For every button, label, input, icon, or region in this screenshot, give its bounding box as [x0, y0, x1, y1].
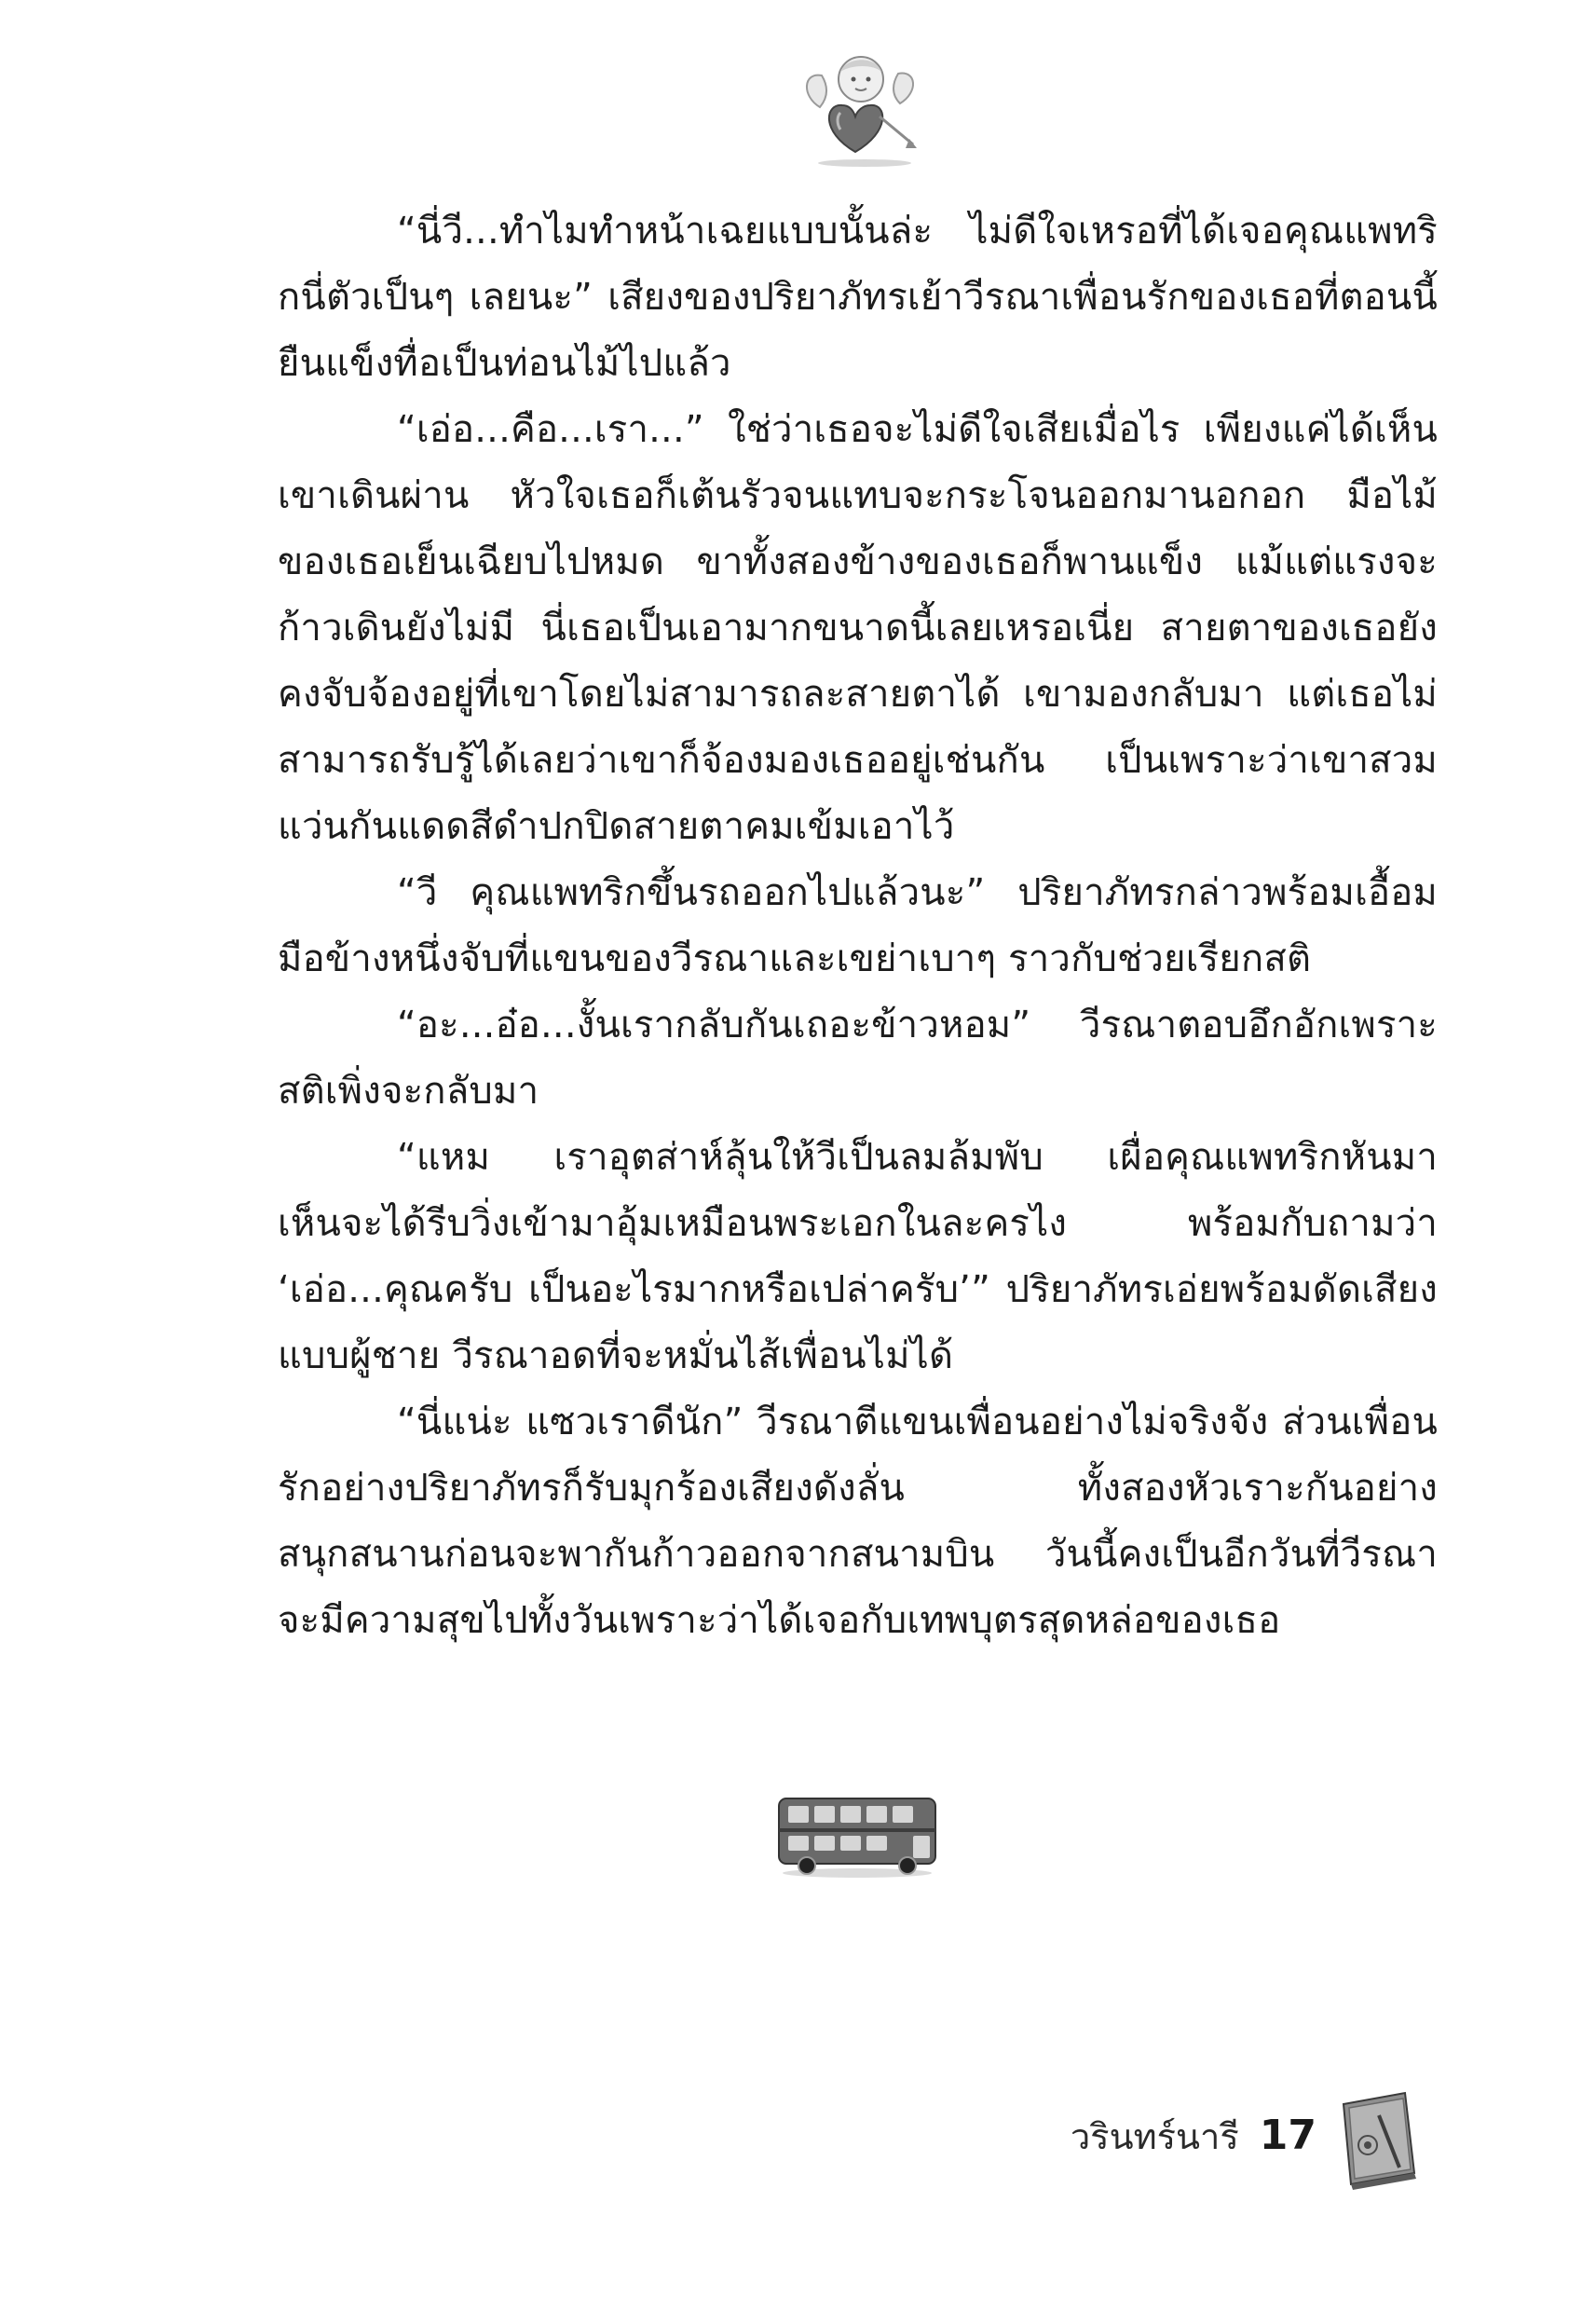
page-footer [1071, 2108, 1316, 2165]
paragraph: “เอ่อ...คือ...เรา...” ใช่ว่าเธอจะไม่ดีใจเสียเมื่อไร เพียงแค่ได้เห็นเขาเดินผ่าน หัวใจเธอก็เต้นรัวจนแทบจะกระโจนออกมานอกอก มือไม้ของเธอเย็นเฉียบไปหมด ขาทั้งสองข้างของเธอก็พานแข็ง แม้แต่แรงจะก้าวเดินยังไม่มี นี่เธอเป็นเอามากขนาดนี้เลยเหรอเนี่ย สายตาของเธอยังคงจับจ้องอยู่ที่เขาโดยไม่สามารถละสายตาได้ เขามองกลับมา แต่เธอไม่สามารถรับรู้ได้เลยว่าเขาก็จ้องมองเธออยู่เช่นกัน เป็นเพราะว่าเขาสวมแว่นกันแดดสีดำปกปิดสายตาคมเข้มเอาไว้ [278, 408, 1438, 848]
paragraph: “แหม เราอุตส่าห์ลุ้นให้วีเป็นลมล้มพับ เผื่อคุณแพทริกหันมาเห็นจะได้รีบวิ่งเข้ามาอุ้มเหมือนพระเอกในละครไง พร้อมกับถามว่า ‘เอ่อ...คุณครับ เป็นอะไรมากหรือเปล่าครับ’” ปริยาภัทรเอ่ยพร้อมดัดเสียงแบบผู้ชาย วีรณาอดที่จะหมั่นไส้เพื่อนไม่ได้ [278, 1136, 1438, 1377]
paragraph: “นี่แน่ะ แซวเราดีนัก” วีรณาตีแขนเพื่อนอย่างไม่จริงจัง ส่วนเพื่อนรักอย่างปริยาภัทรก็รับมุกร้องเสียงดังลั่น ทั้งสองหัวเราะกันอย่างสนุกสนานก่อนจะพากันก้าวออกจากสนามบิน วันนี้คงเป็นอีกวันที่วีรณาจะมีความสุขไปทั้งวันเพราะว่าได้เจอกับเทพบุตรสุดหล่อของเธอ [278, 1401, 1438, 1642]
book-title: วรินทร์นารี [1070, 2116, 1239, 2157]
page-number: 17 [1259, 2112, 1316, 2159]
paragraph: “วี คุณแพทริกขึ้นรถออกไปแล้วนะ” ปริยาภัทรกล่าวพร้อมเอื้อมมือข้างหนึ่งจับที่แขนของวีรณาและเขย่าเบาๆ ราวกับช่วยเรียกสติ [278, 871, 1438, 980]
paragraph: “นี่วี...ทำไมทำหน้าเฉยแบบนั้นล่ะ ไม่ดีใจเหรอที่ได้เจอคุณแพทริกนี่ตัวเป็นๆ เลยนะ” เสียงของปริยาภัทรเย้าวีรณาเพื่อนรักของเธอที่ตอนนี้ยืนแข็งทื่อเป็นท่อนไม้ไปแล้ว [278, 210, 1438, 385]
cupid-with-heart-icon [799, 51, 921, 168]
story-text [278, 198, 1438, 1654]
book-icon [1330, 2087, 1420, 2190]
double-decker-bus-icon [771, 1791, 941, 1879]
paragraph: “อะ...อ๋อ...งั้นเรากลับกันเถอะข้าวหอม” วีรณาตอบอึกอักเพราะสติเพิ่งจะกลับมา [278, 1004, 1438, 1113]
